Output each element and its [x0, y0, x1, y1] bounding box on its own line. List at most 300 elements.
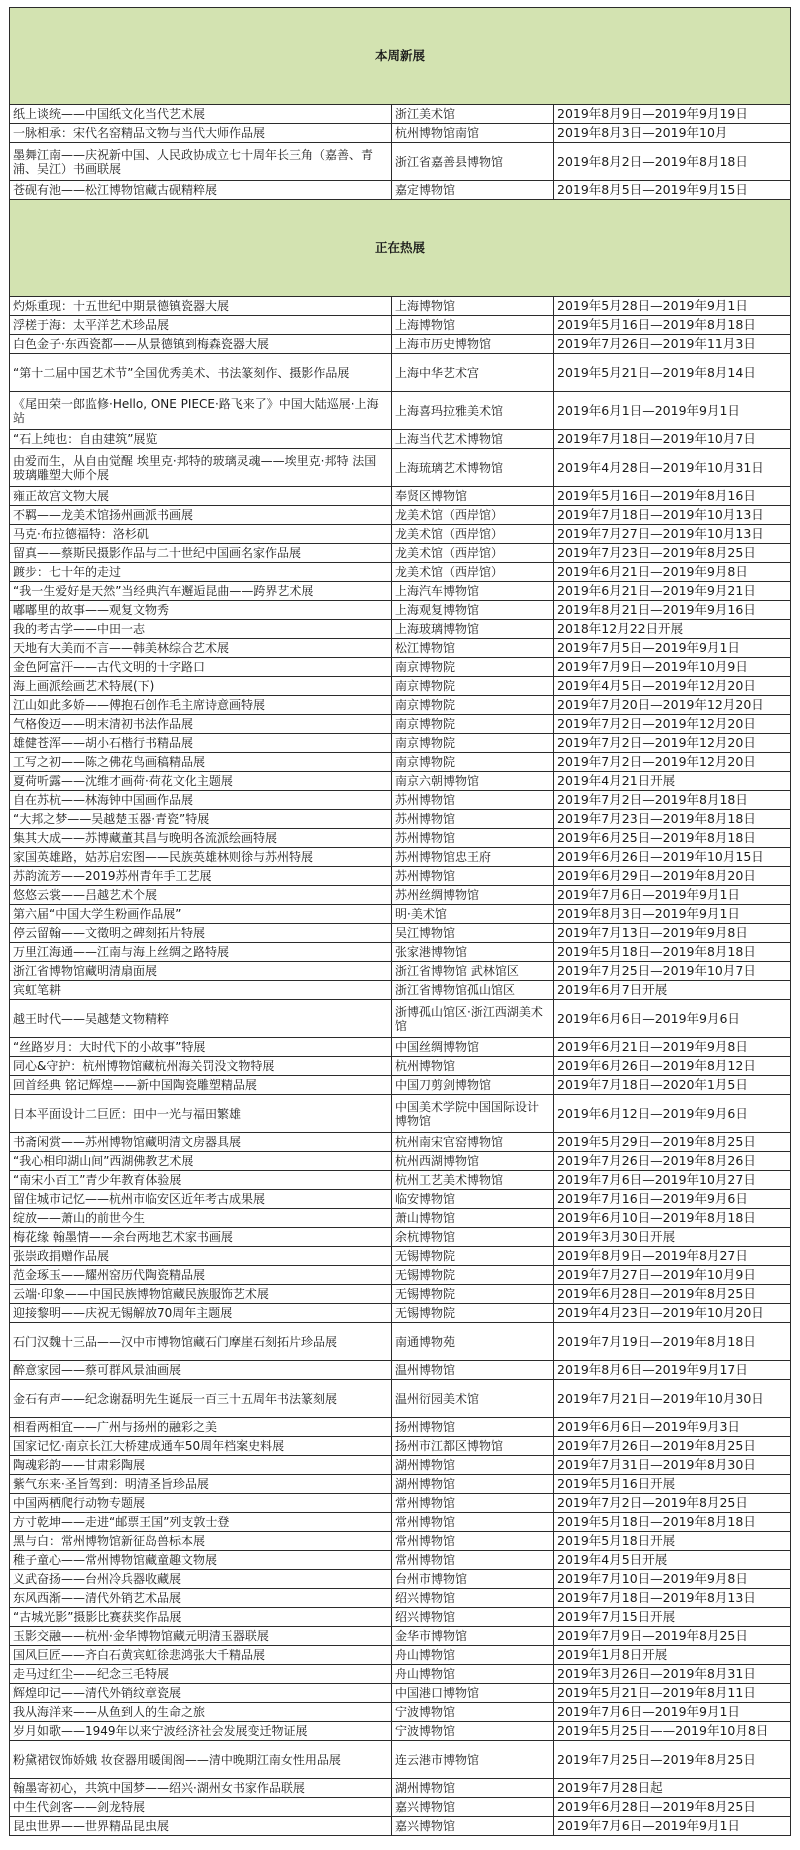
date-cell: 2019年7月6日—2019年9月1日 [554, 886, 791, 905]
venue-cell: 宁波博物馆 [392, 1703, 554, 1722]
exhibition-name-cell: 雍正故宫文物大展 [10, 487, 392, 506]
table-row [10, 905, 791, 924]
exhibition-name-cell: 悠悠云裳——吕越艺术个展 [10, 886, 392, 905]
table-row [10, 1190, 791, 1209]
exhibition-name-cell: 自在苏杭——林海钟中国画作品展 [10, 791, 392, 810]
table-row [10, 1665, 791, 1684]
table-row [10, 525, 791, 544]
exhibition-name-cell: 云端·印象——中国民族博物馆藏民族服饰艺术展 [10, 1285, 392, 1304]
exhibition-name-cell: “大邦之梦——吴越楚玉器·青瓷”特展 [10, 810, 392, 829]
date-cell: 2019年7月6日—2019年9月1日 [554, 1703, 791, 1722]
venue-cell: 杭州博物馆南馆 [392, 124, 554, 143]
venue-cell: 苏州丝绸博物馆 [392, 886, 554, 905]
date-cell: 2019年3月30日开展 [554, 1228, 791, 1247]
exhibition-name-cell: 海上画派绘画艺术特展(下) [10, 677, 392, 696]
date-cell: 2019年6月29日—2019年8月20日 [554, 867, 791, 886]
table-row [10, 392, 791, 430]
table-row [10, 1266, 791, 1285]
venue-cell: 上海喜玛拉雅美术馆 [392, 392, 554, 430]
venue-cell: 中国丝绸博物馆 [392, 1038, 554, 1057]
venue-cell: 杭州工艺美术博物馆 [392, 1171, 554, 1190]
exhibition-name-cell: 不羁——龙美术馆扬州画派书画展 [10, 506, 392, 525]
date-cell: 2019年5月16日—2019年8月16日 [554, 487, 791, 506]
venue-cell: 浙江美术馆 [392, 105, 554, 124]
venue-cell: 张家港博物馆 [392, 943, 554, 962]
date-cell: 2019年4月28日—2019年10月31日 [554, 449, 791, 487]
date-cell: 2019年6月26日—2019年10月15日 [554, 848, 791, 867]
date-cell: 2019年4月23日—2019年10月20日 [554, 1304, 791, 1323]
exhibition-name-cell: 由爱而生，从自由觉醒 埃里克·邦特的玻璃灵魂——埃里克·邦特 法国玻璃雕塑大师个展 [10, 449, 392, 487]
table-row [10, 1532, 791, 1551]
table-row [10, 1703, 791, 1722]
date-cell: 2019年5月28日—2019年9月1日 [554, 297, 791, 316]
exhibition-name-cell: 走马过红尘——纪念三毛特展 [10, 1665, 392, 1684]
table-row [10, 1323, 791, 1361]
venue-cell: 松江博物馆 [392, 639, 554, 658]
table-row [10, 449, 791, 487]
date-cell: 2019年7月2日—2019年8月18日 [554, 791, 791, 810]
table-row [10, 124, 791, 143]
table-row [10, 962, 791, 981]
table-row [10, 563, 791, 582]
venue-cell: 温州衍园美术馆 [392, 1380, 554, 1418]
date-cell: 2018年12月22日开展 [554, 620, 791, 639]
date-cell: 2019年7月2日—2019年8月25日 [554, 1494, 791, 1513]
venue-cell: 南通博物苑 [392, 1323, 554, 1361]
venue-cell: 苏州博物馆忠王府 [392, 848, 554, 867]
date-cell: 2019年6月26日—2019年8月12日 [554, 1057, 791, 1076]
table-row [10, 1057, 791, 1076]
table-row [10, 715, 791, 734]
venue-cell: 上海中华艺术宫 [392, 354, 554, 392]
date-cell: 2019年7月25日—2019年10月7日 [554, 962, 791, 981]
date-cell: 2019年7月26日—2019年8月25日 [554, 1437, 791, 1456]
venue-cell: 嘉定博物馆 [392, 181, 554, 200]
date-cell: 2019年6月10日—2019年8月18日 [554, 1209, 791, 1228]
table-row [10, 1437, 791, 1456]
venue-cell: 常州博物馆 [392, 1532, 554, 1551]
exhibition-name-cell: 日本平面设计二巨匠：田中一光与福田繁雄 [10, 1095, 392, 1133]
venue-cell: 南京博物院 [392, 715, 554, 734]
table-row [10, 1608, 791, 1627]
table-row [10, 1456, 791, 1475]
exhibition-name-cell: 宾虹笔耕 [10, 981, 392, 1000]
venue-cell: 南京六朝博物馆 [392, 772, 554, 791]
exhibition-name-cell: 留真——蔡斯民摄影作品与二十世纪中国画名家作品展 [10, 544, 392, 563]
exhibition-name-cell: 中生代剑客——剑龙特展 [10, 1798, 392, 1817]
venue-cell: 扬州市江都区博物馆 [392, 1437, 554, 1456]
table-row [10, 1627, 791, 1646]
exhibition-name-cell: 醉意家园——蔡可群风景油画展 [10, 1361, 392, 1380]
venue-cell: 余杭博物馆 [392, 1228, 554, 1247]
date-cell: 2019年7月15日开展 [554, 1608, 791, 1627]
table-row [10, 1095, 791, 1133]
date-cell: 2019年5月16日开展 [554, 1475, 791, 1494]
table-row [10, 1361, 791, 1380]
venue-cell: 舟山博物馆 [392, 1665, 554, 1684]
date-cell: 2019年7月18日—2019年10月13日 [554, 506, 791, 525]
section-title: 本周新展 [10, 8, 791, 105]
venue-cell: 南京博物院 [392, 658, 554, 677]
venue-cell: 温州博物馆 [392, 1361, 554, 1380]
exhibition-name-cell: 紫气东来·圣旨驾到：明清圣旨珍品展 [10, 1475, 392, 1494]
table-row [10, 582, 791, 601]
date-cell: 2019年5月18日—2019年8月18日 [554, 943, 791, 962]
exhibition-name-cell: 浙江省博物馆藏明清扇面展 [10, 962, 392, 981]
venue-cell: 台州市博物馆 [392, 1570, 554, 1589]
venue-cell: 临安博物馆 [392, 1190, 554, 1209]
table-row [10, 1779, 791, 1798]
table-row [10, 696, 791, 715]
table-row [10, 1171, 791, 1190]
date-cell: 2019年7月6日—2019年9月1日 [554, 1817, 791, 1836]
date-cell: 2019年6月28日—2019年8月25日 [554, 1798, 791, 1817]
exhibition-name-cell: 万里江海通——江南与海上丝绸之路特展 [10, 943, 392, 962]
table-row [10, 1722, 791, 1741]
table-row [10, 1551, 791, 1570]
table-row [10, 430, 791, 449]
exhibition-name-cell: 石门汉魏十三品——汉中市博物馆藏石门摩崖石刻拓片珍品展 [10, 1323, 392, 1361]
exhibition-name-cell: 我的考古学——中田一志 [10, 620, 392, 639]
venue-cell: 连云港市博物馆 [392, 1741, 554, 1779]
exhibition-name-cell: 踱步：七十年的走过 [10, 563, 392, 582]
date-cell: 2019年7月9日—2019年10月9日 [554, 658, 791, 677]
date-cell: 2019年4月5日—2019年12月20日 [554, 677, 791, 696]
table-row [10, 506, 791, 525]
venue-cell: 上海观复博物馆 [392, 601, 554, 620]
table-row [10, 810, 791, 829]
exhibition-name-cell: “我一生爱好是天然”当经典汽车邂逅昆曲——跨界艺术展 [10, 582, 392, 601]
table-row [10, 1285, 791, 1304]
table-row [10, 1418, 791, 1437]
exhibition-name-cell: 梅花缘 翰墨情——余台两地艺术家书画展 [10, 1228, 392, 1247]
date-cell: 2019年7月27日—2019年10月9日 [554, 1266, 791, 1285]
date-cell: 2019年1月8日开展 [554, 1646, 791, 1665]
venue-cell: 明·美术馆 [392, 905, 554, 924]
exhibition-name-cell: “石上纯也：自由建筑”展览 [10, 430, 392, 449]
table-row [10, 1741, 791, 1779]
date-cell: 2019年5月21日—2019年8月14日 [554, 354, 791, 392]
table-row [10, 1513, 791, 1532]
table-row [10, 105, 791, 124]
section-header-row [10, 8, 791, 105]
exhibition-name-cell: 粉黛裙钗饰娇娥 妆奁器用暖闺阁——清中晚期江南女性用品展 [10, 1741, 392, 1779]
venue-cell: 湖州博物馆 [392, 1456, 554, 1475]
venue-cell: 龙美术馆（西岸馆） [392, 506, 554, 525]
exhibition-name-cell: “丝路岁月：大时代下的小故事”特展 [10, 1038, 392, 1057]
table-row [10, 658, 791, 677]
venue-cell: 南京博物院 [392, 696, 554, 715]
date-cell: 2019年7月31日—2019年8月30日 [554, 1456, 791, 1475]
venue-cell: 南京博物院 [392, 753, 554, 772]
venue-cell: 舟山博物馆 [392, 1646, 554, 1665]
date-cell: 2019年6月6日—2019年9月3日 [554, 1418, 791, 1437]
table-row [10, 791, 791, 810]
exhibition-name-cell: 岁月如歌——1949年以来宁波经济社会发展变迁物证展 [10, 1722, 392, 1741]
date-cell: 2019年7月2日—2019年12月20日 [554, 734, 791, 753]
exhibition-name-cell: 方寸乾坤——走进“邮票王国”列支敦士登 [10, 1513, 392, 1532]
date-cell: 2019年7月18日—2019年10月7日 [554, 430, 791, 449]
exhibition-name-cell: 金色阿富汗——古代文明的十字路口 [10, 658, 392, 677]
date-cell: 2019年5月18日—2019年8月18日 [554, 1513, 791, 1532]
date-cell: 2019年6月25日—2019年8月18日 [554, 829, 791, 848]
date-cell: 2019年6月21日—2019年9月8日 [554, 563, 791, 582]
date-cell: 2019年6月28日—2019年8月25日 [554, 1285, 791, 1304]
table-row [10, 620, 791, 639]
date-cell: 2019年8月21日—2019年9月16日 [554, 601, 791, 620]
venue-cell: 上海琉璃艺术博物馆 [392, 449, 554, 487]
table-row [10, 1475, 791, 1494]
table-row [10, 1133, 791, 1152]
exhibition-name-cell: 昆虫世界——世界精品昆虫展 [10, 1817, 392, 1836]
exhibition-name-cell: 家国英雄路，姑苏启宏图——民族英雄林则徐与苏州特展 [10, 848, 392, 867]
venue-cell: 龙美术馆（西岸馆） [392, 525, 554, 544]
date-cell: 2019年7月13日—2019年9月8日 [554, 924, 791, 943]
venue-cell: 杭州南宋官窑博物馆 [392, 1133, 554, 1152]
table-row [10, 1038, 791, 1057]
table-row [10, 1076, 791, 1095]
exhibition-name-cell: “南宋小百工”青少年教育体验展 [10, 1171, 392, 1190]
exhibition-name-cell: 白色金子·东西瓷都——从景德镇到梅森瓷器大展 [10, 335, 392, 354]
venue-cell: 上海玻璃博物馆 [392, 620, 554, 639]
table-row [10, 772, 791, 791]
venue-cell: 常州博物馆 [392, 1494, 554, 1513]
table-row [10, 848, 791, 867]
exhibition-name-cell: 玉影交融——杭州·金华博物馆藏元明清玉器联展 [10, 1627, 392, 1646]
table-row [10, 601, 791, 620]
exhibition-table [9, 7, 791, 1836]
date-cell: 2019年5月21日—2019年8月11日 [554, 1684, 791, 1703]
table-row [10, 1380, 791, 1418]
venue-cell: 苏州博物馆 [392, 810, 554, 829]
date-cell: 2019年8月3日—2019年10月 [554, 124, 791, 143]
date-cell: 2019年5月18日开展 [554, 1532, 791, 1551]
exhibition-name-cell: 金石有声——纪念谢磊明先生诞辰一百三十五周年书法篆刻展 [10, 1380, 392, 1418]
table-row [10, 981, 791, 1000]
date-cell: 2019年6月1日—2019年9月1日 [554, 392, 791, 430]
date-cell: 2019年5月29日—2019年8月25日 [554, 1133, 791, 1152]
exhibition-name-cell: 绽放——萧山的前世今生 [10, 1209, 392, 1228]
date-cell: 2019年8月5日—2019年9月15日 [554, 181, 791, 200]
exhibition-name-cell: 工写之初——陈之佛花鸟画稿精品展 [10, 753, 392, 772]
venue-cell: 龙美术馆（西岸馆） [392, 563, 554, 582]
exhibition-name-cell: 辉煌印记——清代外销纹章瓷展 [10, 1684, 392, 1703]
table-row [10, 1228, 791, 1247]
date-cell: 2019年7月21日—2019年10月30日 [554, 1380, 791, 1418]
date-cell: 2019年7月27日—2019年10月13日 [554, 525, 791, 544]
exhibition-name-cell: 陶魂彩韵——甘肃彩陶展 [10, 1456, 392, 1475]
table-row [10, 143, 791, 181]
exhibition-name-cell: 国风巨匠——齐白石黄宾虹徐悲鸿张大千精品展 [10, 1646, 392, 1665]
table-row [10, 886, 791, 905]
table-row [10, 1209, 791, 1228]
venue-cell: 无锡博物院 [392, 1247, 554, 1266]
exhibition-name-cell: 夏荷听露——沈维才画荷·荷花文化主题展 [10, 772, 392, 791]
table-row [10, 1494, 791, 1513]
venue-cell: 常州博物馆 [392, 1551, 554, 1570]
exhibition-name-cell: “古城光影”摄影比赛获奖作品展 [10, 1608, 392, 1627]
venue-cell: 苏州博物馆 [392, 829, 554, 848]
venue-cell: 浙江省博物馆孤山馆区 [392, 981, 554, 1000]
section-header-row [10, 200, 791, 297]
exhibition-name-cell: 黑与白：常州博物馆新征岛兽标本展 [10, 1532, 392, 1551]
date-cell: 2019年6月21日—2019年9月21日 [554, 582, 791, 601]
date-cell: 2019年8月2日—2019年8月18日 [554, 143, 791, 181]
venue-cell: 吴江博物馆 [392, 924, 554, 943]
exhibition-name-cell: 一脉相承：宋代名窑精品文物与当代大师作品展 [10, 124, 392, 143]
exhibition-name-cell: 纸上谈统——中国纸文化当代艺术展 [10, 105, 392, 124]
exhibition-name-cell: 张崇政捐赠作品展 [10, 1247, 392, 1266]
exhibition-name-cell: 集其大成——苏博藏董其昌与晚明各流派绘画特展 [10, 829, 392, 848]
venue-cell: 南京博物院 [392, 677, 554, 696]
date-cell: 2019年8月3日—2019年9月1日 [554, 905, 791, 924]
venue-cell: 无锡博物院 [392, 1266, 554, 1285]
exhibition-table-body [10, 8, 791, 1836]
date-cell: 2019年5月16日—2019年8月18日 [554, 316, 791, 335]
venue-cell: 龙美术馆（西岸馆） [392, 544, 554, 563]
exhibition-name-cell: 墨舞江南——庆祝新中国、人民政协成立七十周年长三角（嘉善、青浦、吴江）书画联展 [10, 143, 392, 181]
date-cell: 2019年6月12日—2019年9月6日 [554, 1095, 791, 1133]
date-cell: 2019年6月6日—2019年9月6日 [554, 1000, 791, 1038]
table-row [10, 1570, 791, 1589]
exhibition-name-cell: 第六届“中国大学生粉画作品展” [10, 905, 392, 924]
table-row [10, 1798, 791, 1817]
venue-cell: 无锡博物院 [392, 1285, 554, 1304]
venue-cell: 扬州博物馆 [392, 1418, 554, 1437]
table-row [10, 1646, 791, 1665]
date-cell: 2019年8月9日—2019年9月19日 [554, 105, 791, 124]
venue-cell: 上海市历史博物馆 [392, 335, 554, 354]
exhibition-name-cell: 浮槎于海：太平洋艺术珍品展 [10, 316, 392, 335]
venue-cell: 中国港口博物馆 [392, 1684, 554, 1703]
date-cell: 2019年7月26日—2019年11月3日 [554, 335, 791, 354]
table-row [10, 335, 791, 354]
date-cell: 2019年7月18日—2019年8月13日 [554, 1589, 791, 1608]
exhibition-name-cell: 我从海洋来——从鱼到人的生命之旅 [10, 1703, 392, 1722]
table-row [10, 867, 791, 886]
venue-cell: 南京博物院 [392, 734, 554, 753]
venue-cell: 苏州博物馆 [392, 867, 554, 886]
exhibition-name-cell: 同心&守护：杭州博物馆藏杭州海关罚没文物特展 [10, 1057, 392, 1076]
date-cell: 2019年6月7日开展 [554, 981, 791, 1000]
venue-cell: 湖州博物馆 [392, 1779, 554, 1798]
exhibition-name-cell: 越王时代——吴越楚文物精粹 [10, 1000, 392, 1038]
venue-cell: 浙博孤山馆区·浙江西湖美术馆 [392, 1000, 554, 1038]
table-row [10, 734, 791, 753]
date-cell: 2019年7月10日—2019年9月8日 [554, 1570, 791, 1589]
venue-cell: 嘉兴博物馆 [392, 1798, 554, 1817]
venue-cell: 上海博物馆 [392, 316, 554, 335]
date-cell: 2019年7月26日—2019年8月26日 [554, 1152, 791, 1171]
exhibition-name-cell: 《尾田荣一郎监修·Hello, ONE PIECE·路飞来了》中国大陆巡展·上海站 [10, 392, 392, 430]
table-row [10, 943, 791, 962]
venue-cell: 绍兴博物馆 [392, 1589, 554, 1608]
table-row [10, 639, 791, 658]
venue-cell: 上海博物馆 [392, 297, 554, 316]
venue-cell: 常州博物馆 [392, 1513, 554, 1532]
date-cell: 2019年7月23日—2019年8月25日 [554, 544, 791, 563]
date-cell: 2019年7月20日—2019年12月20日 [554, 696, 791, 715]
exhibition-name-cell: 嘟嘟里的故事——观复文物秀 [10, 601, 392, 620]
venue-cell: 湖州博物馆 [392, 1475, 554, 1494]
table-row [10, 1589, 791, 1608]
date-cell: 2019年7月6日—2019年10月27日 [554, 1171, 791, 1190]
date-cell: 2019年7月25日—2019年8月25日 [554, 1741, 791, 1779]
exhibition-name-cell: 迎接黎明——庆祝无锡解放70周年主题展 [10, 1304, 392, 1323]
date-cell: 2019年7月9日—2019年8月25日 [554, 1627, 791, 1646]
table-row [10, 1152, 791, 1171]
venue-cell: 中国美术学院中国国际设计博物馆 [392, 1095, 554, 1133]
exhibition-name-cell: 范金琢玉——耀州窑历代陶瓷精品展 [10, 1266, 392, 1285]
venue-cell: 杭州西湖博物馆 [392, 1152, 554, 1171]
table-row [10, 297, 791, 316]
date-cell: 2019年7月19日—2019年8月18日 [554, 1323, 791, 1361]
table-row [10, 1817, 791, 1836]
table-row [10, 544, 791, 563]
exhibition-name-cell: 停云留翰——文徵明之碑刻拓片特展 [10, 924, 392, 943]
date-cell: 2019年6月21日—2019年9月8日 [554, 1038, 791, 1057]
exhibition-name-cell: 雄健苍浑——胡小石楷行书精品展 [10, 734, 392, 753]
venue-cell: 浙江省博物馆 武林馆区 [392, 962, 554, 981]
exhibition-name-cell: 东风西渐——清代外销艺术品展 [10, 1589, 392, 1608]
table-row [10, 1304, 791, 1323]
date-cell: 2019年5月25日——2019年10月8日 [554, 1722, 791, 1741]
table-row [10, 316, 791, 335]
exhibition-name-cell: 天地有大美而不言——韩美林综合艺术展 [10, 639, 392, 658]
exhibition-name-cell: 气格俊迈——明末清初书法作品展 [10, 715, 392, 734]
exhibition-name-cell: 中国两栖爬行动物专题展 [10, 1494, 392, 1513]
table-row [10, 753, 791, 772]
section-title: 正在热展 [10, 200, 791, 297]
exhibition-name-cell: 回首经典 铭记辉煌——新中国陶瓷雕塑精品展 [10, 1076, 392, 1095]
table-row [10, 1684, 791, 1703]
exhibition-name-cell: 江山如此多娇——傅抱石创作毛主席诗意画特展 [10, 696, 392, 715]
venue-cell: 萧山博物馆 [392, 1209, 554, 1228]
exhibition-name-cell: 苍砚有池——松江博物馆藏古砚精粹展 [10, 181, 392, 200]
table-row [10, 677, 791, 696]
table-row [10, 1247, 791, 1266]
date-cell: 2019年7月2日—2019年12月20日 [554, 715, 791, 734]
exhibition-name-cell: 翰墨寄初心，共筑中国梦——绍兴·湖州女书家作品联展 [10, 1779, 392, 1798]
date-cell: 2019年8月6日—2019年9月17日 [554, 1361, 791, 1380]
venue-cell: 上海当代艺术博物馆 [392, 430, 554, 449]
venue-cell: 浙江省嘉善县博物馆 [392, 143, 554, 181]
table-row [10, 487, 791, 506]
exhibition-name-cell: 相看两相宜——广州与扬州的融彩之美 [10, 1418, 392, 1437]
date-cell: 2019年7月18日—2020年1月5日 [554, 1076, 791, 1095]
table-row [10, 829, 791, 848]
date-cell: 2019年7月2日—2019年12月20日 [554, 753, 791, 772]
venue-cell: 宁波博物馆 [392, 1722, 554, 1741]
date-cell: 2019年7月16日—2019年9月6日 [554, 1190, 791, 1209]
table-row [10, 1000, 791, 1038]
date-cell: 2019年4月5日开展 [554, 1551, 791, 1570]
exhibition-name-cell: 留住城市记忆——杭州市临安区近年考古成果展 [10, 1190, 392, 1209]
exhibition-name-cell: “我心相印湖山间”西湖佛教艺术展 [10, 1152, 392, 1171]
exhibition-name-cell: “第十二届中国艺术节”全国优秀美术、书法篆刻作、摄影作品展 [10, 354, 392, 392]
date-cell: 2019年3月26日—2019年8月31日 [554, 1665, 791, 1684]
date-cell: 2019年8月9日—2019年8月27日 [554, 1247, 791, 1266]
venue-cell: 嘉兴博物馆 [392, 1817, 554, 1836]
date-cell: 2019年7月28日起 [554, 1779, 791, 1798]
exhibition-name-cell: 马克·布拉德福特：洛杉矶 [10, 525, 392, 544]
exhibition-name-cell: 稚子童心——常州博物馆藏童趣文物展 [10, 1551, 392, 1570]
table-row [10, 924, 791, 943]
venue-cell: 绍兴博物馆 [392, 1608, 554, 1627]
date-cell: 2019年4月21日开展 [554, 772, 791, 791]
venue-cell: 金华市博物馆 [392, 1627, 554, 1646]
date-cell: 2019年7月23日—2019年8月18日 [554, 810, 791, 829]
